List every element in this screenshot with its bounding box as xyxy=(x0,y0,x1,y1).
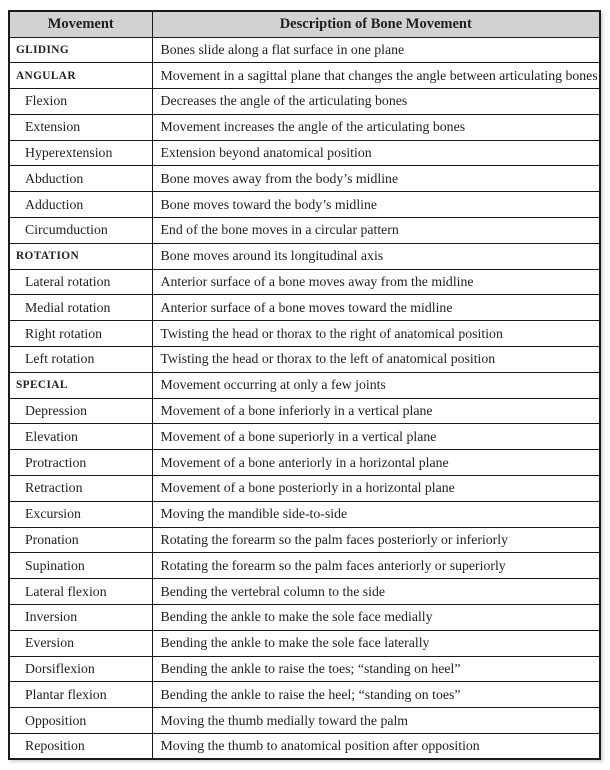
table-row xyxy=(9,347,600,373)
bone-movement-table xyxy=(8,10,601,760)
table-row xyxy=(9,605,600,631)
table-row xyxy=(9,269,600,295)
movement-cell: Hyperextension xyxy=(9,140,152,166)
movement-cell: Elevation xyxy=(9,424,152,450)
movement-cell: Medial rotation xyxy=(9,295,152,321)
movement-cell: Inversion xyxy=(9,605,152,631)
description-cell: Bending the ankle to make the sole face laterally xyxy=(152,630,600,656)
movement-cell: Eversion xyxy=(9,630,152,656)
table-row xyxy=(9,424,600,450)
movement-cell: Flexion xyxy=(9,89,152,115)
bone-movement-table-container xyxy=(8,10,601,760)
description-cell: Movement occurring at only a few joints xyxy=(152,372,600,398)
table-row xyxy=(9,501,600,527)
movement-cell: Opposition xyxy=(9,708,152,734)
description-cell: Anterior surface of a bone moves away from the midline xyxy=(152,269,600,295)
movement-cell: Retraction xyxy=(9,476,152,502)
movement-cell: Dorsiflexion xyxy=(9,656,152,682)
description-cell: Moving the mandible side-to-side xyxy=(152,501,600,527)
description-cell: Extension beyond anatomical position xyxy=(152,140,600,166)
table-row xyxy=(9,656,600,682)
table-row xyxy=(9,63,600,89)
table-row xyxy=(9,166,600,192)
table-row xyxy=(9,476,600,502)
description-cell: Moving the thumb to anatomical position after opposition xyxy=(152,734,600,760)
movement-cell: Left rotation xyxy=(9,347,152,373)
table-row xyxy=(9,218,600,244)
table-row xyxy=(9,579,600,605)
movement-cell: Excursion xyxy=(9,501,152,527)
description-cell: Rotating the forearm so the palm faces anteriorly or superiorly xyxy=(152,553,600,579)
movement-cell: Lateral flexion xyxy=(9,579,152,605)
table-row xyxy=(9,734,600,760)
description-cell: Moving the thumb medially toward the palm xyxy=(152,708,600,734)
movement-cell: ROTATION xyxy=(9,243,152,269)
description-cell: Movement in a sagittal plane that changes the angle between articulating bones xyxy=(152,63,600,89)
table-row xyxy=(9,450,600,476)
table-row xyxy=(9,553,600,579)
movement-cell: GLIDING xyxy=(9,37,152,63)
table-row xyxy=(9,37,600,63)
description-cell: Bending the ankle to raise the toes; “standing on heel” xyxy=(152,656,600,682)
description-cell: Bending the vertebral column to the side xyxy=(152,579,600,605)
movement-cell: Protraction xyxy=(9,450,152,476)
description-cell: Movement of a bone inferiorly in a vertical plane xyxy=(152,398,600,424)
movement-cell: Pronation xyxy=(9,527,152,553)
table-row xyxy=(9,192,600,218)
description-cell: Movement of a bone posteriorly in a horizontal plane xyxy=(152,476,600,502)
movement-cell: Lateral rotation xyxy=(9,269,152,295)
description-cell: Bones slide along a flat surface in one plane xyxy=(152,37,600,63)
table-row xyxy=(9,140,600,166)
table-row xyxy=(9,398,600,424)
description-cell: Twisting the head or thorax to the left of anatomical position xyxy=(152,347,600,373)
movement-cell: Plantar flexion xyxy=(9,682,152,708)
description-cell: Movement of a bone anteriorly in a horizontal plane xyxy=(152,450,600,476)
table-row xyxy=(9,114,600,140)
description-cell: Rotating the forearm so the palm faces posteriorly or inferiorly xyxy=(152,527,600,553)
movement-cell: Supination xyxy=(9,553,152,579)
movement-cell: ANGULAR xyxy=(9,63,152,89)
movement-cell: Circumduction xyxy=(9,218,152,244)
description-cell: Anterior surface of a bone moves toward the midline xyxy=(152,295,600,321)
table-row xyxy=(9,682,600,708)
description-cell: Bone moves around its longitudinal axis xyxy=(152,243,600,269)
table-row xyxy=(9,527,600,553)
description-cell: Twisting the head or thorax to the right of anatomical position xyxy=(152,321,600,347)
description-cell: End of the bone moves in a circular pattern xyxy=(152,218,600,244)
movement-cell: Depression xyxy=(9,398,152,424)
movement-column-header: Movement xyxy=(9,11,152,37)
table-row xyxy=(9,321,600,347)
movement-cell: SPECIAL xyxy=(9,372,152,398)
table-row xyxy=(9,630,600,656)
table-row xyxy=(9,708,600,734)
description-cell: Bending the ankle to make the sole face medially xyxy=(152,605,600,631)
description-cell: Movement of a bone superiorly in a vertical plane xyxy=(152,424,600,450)
table-row xyxy=(9,372,600,398)
table-body xyxy=(9,37,600,759)
table-row xyxy=(9,89,600,115)
movement-cell: Adduction xyxy=(9,192,152,218)
header-row xyxy=(9,11,600,37)
description-cell: Bending the ankle to raise the heel; “standing on toes” xyxy=(152,682,600,708)
movement-cell: Extension xyxy=(9,114,152,140)
movement-cell: Abduction xyxy=(9,166,152,192)
description-column-header: Description of Bone Movement xyxy=(152,11,600,37)
table-row xyxy=(9,243,600,269)
description-cell: Movement increases the angle of the articulating bones xyxy=(152,114,600,140)
table-header xyxy=(9,11,600,37)
movement-cell: Right rotation xyxy=(9,321,152,347)
table-row xyxy=(9,295,600,321)
movement-cell: Reposition xyxy=(9,734,152,760)
description-cell: Bone moves toward the body’s midline xyxy=(152,192,600,218)
description-cell: Bone moves away from the body’s midline xyxy=(152,166,600,192)
description-cell: Decreases the angle of the articulating bones xyxy=(152,89,600,115)
